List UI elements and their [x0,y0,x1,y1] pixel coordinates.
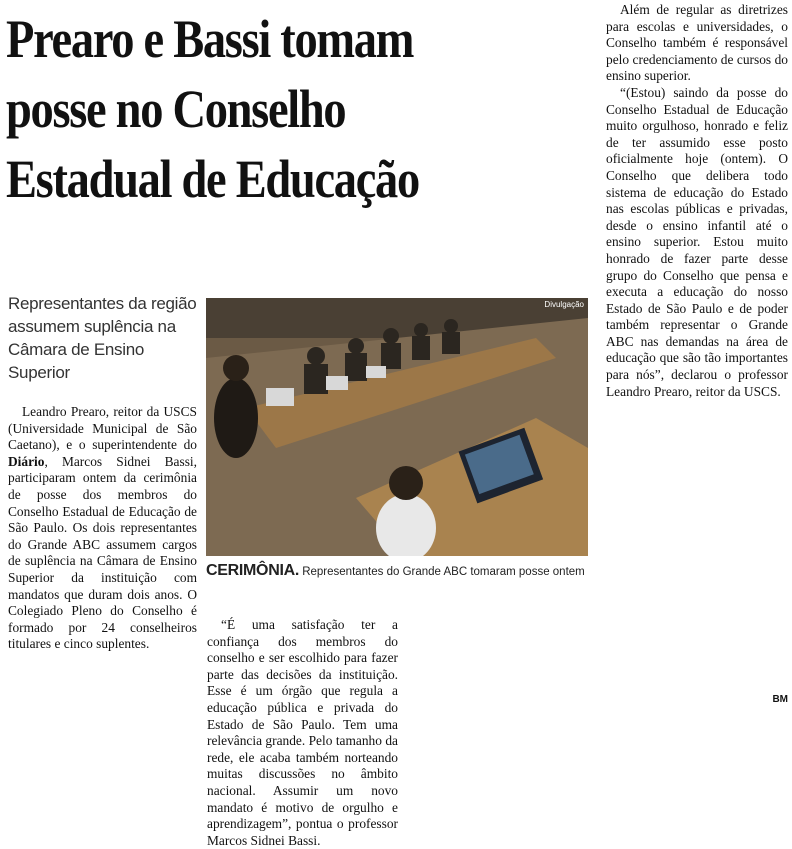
article-column-1 [8,404,197,653]
article-photo [206,298,588,556]
headline-line-3: Estadual de Educação [6,149,419,209]
article-column-2 [207,617,398,849]
photo-credit: Divulgação [544,300,584,309]
paragraph-3: Além de regular as diretrizes para escolas e universidades, o Conselho também é responsável pelo credenciamento de cursos do ensino superior. [606,2,788,84]
author-signature: BM [772,694,788,705]
paragraph-1: Leandro Prearo, reitor da USCS (Universidade Municipal de São Caetano), e o superintendente do Diário, Marcos Sidnei Bassi, participaram ontem da cerimônia de posse dos membros do Conselho Estadual de Educação de São Paulo. Os dois representantes do Grande ABC assumem cargos de suplência na Câmara de Ensino Superior da instituição com mandatos que duram dois anos. O Colegiado Pleno do Conselho é formado por 24 conselheiros titulares e cinco suplentes. [8,404,197,652]
photo-caption [206,562,590,580]
headline-line-2: posse no Conselho [6,79,346,139]
caption-text: Representantes do Grande ABC tomaram posse ontem [299,566,585,578]
paragraph-2: “É uma satisfação ter a confiança dos membros do conselho e ser escolhido para fazer parte das decisões da instituição. Esse é um órgão que regula a educação pública e privada do Estado de São Paulo. Tem uma relevância grande. Pelo tamanho da rede, ele acaba também norteando muitas discussões no âmbito nacional. Assumir um novo mandato é motivo de orgulho e aprendizagem”, pontua o professor Marcos Sidnei Bassi. [207,617,398,848]
subheadline: Representantes da região assumem suplência na Câmara de Ensino Superior [8,294,197,382]
meeting-photo-illustration [206,298,588,556]
article-column-4 [606,2,788,400]
paragraph-4: “(Estou) saindo da posse do Conselho Estadual de Educação muito orgulhoso, honrado e feliz de ter assumido esse posto oficialmente hoje (ontem). O Conselho que delibera todo sistema de educação do Estado nas escolas públicas e privadas, desde o ensino infantil até o ensino superior. Estou muito honrado de fazer parte desse grupo do Conselho que pensa e executa a educação do nosso Estado de São Paulo e de poder também representar o Grande ABC nas demandas na área de educação que são tão importantes para nós”, declarou o professor Leandro Prearo, reitor da USCS. [606,84,788,399]
caption-lead: CERIMÔNIA. [206,562,300,579]
headline [6,4,515,214]
newspaper-name: Diário [8,453,45,469]
headline-line-1: Prearo e Bassi tomam [6,9,414,69]
